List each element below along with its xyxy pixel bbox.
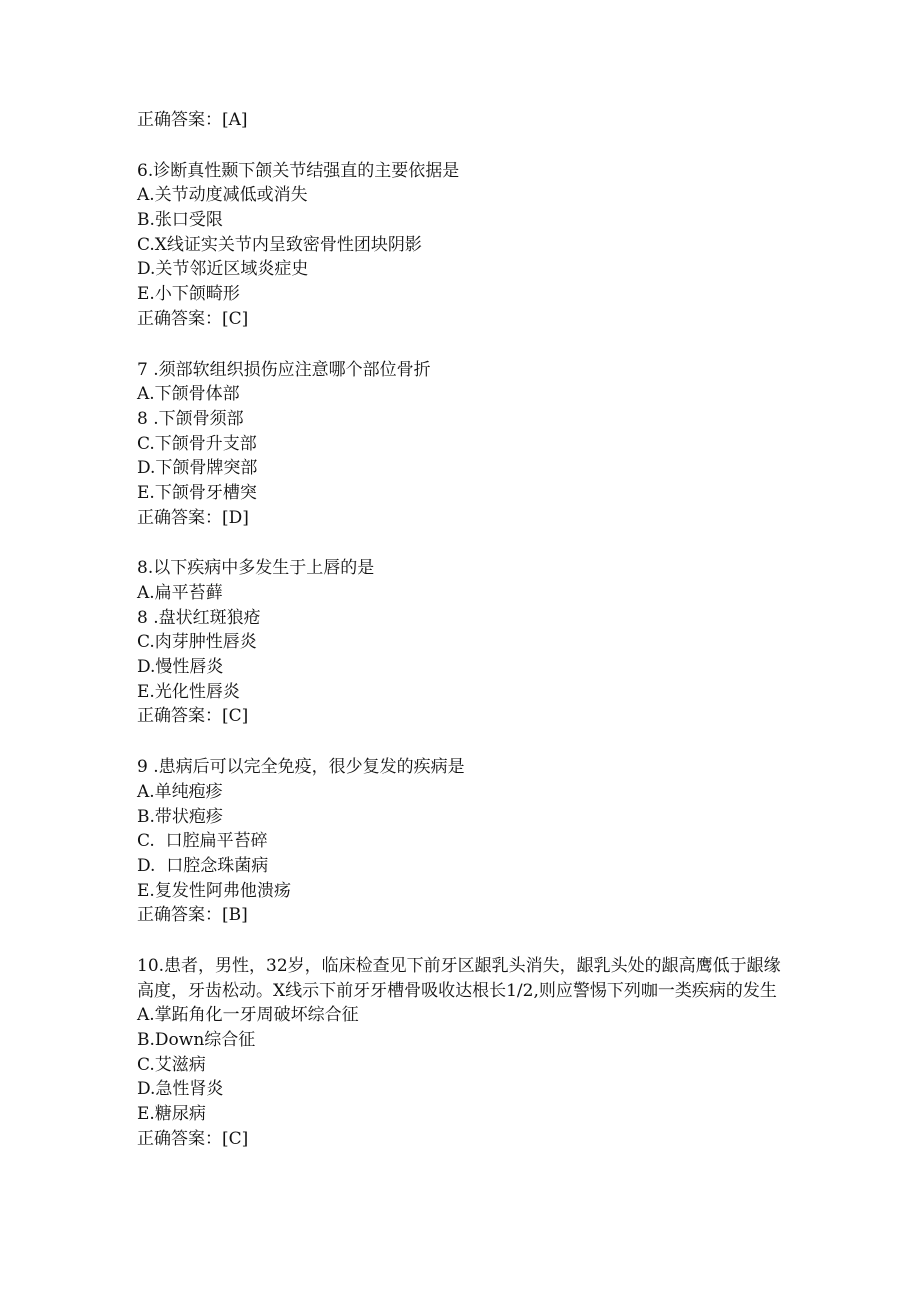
option-a: A.下颌骨体部 <box>137 384 240 405</box>
option-e: E.光化性唇炎 <box>137 681 240 702</box>
option-d: D.关节邻近区域炎症史 <box>137 259 309 280</box>
option-e: E.糖尿病 <box>137 1104 206 1125</box>
question-block <box>137 358 797 531</box>
question-block <box>137 954 797 1152</box>
question-stem: 10.患者，男性，32岁，临床检查见下前牙区龈乳头消失，龈乳头处的龈高鹰低于龈缘高度，牙齿松动。X线示下前牙牙槽骨吸收达根长1/2,则应警惕下列咖一类疾病的发生 <box>137 955 781 1001</box>
option-d: D. 口腔念珠菌病 <box>137 855 269 876</box>
answer-line: 正确答案：[D] <box>137 507 249 528</box>
option-c: C.下颌骨升支部 <box>137 433 257 454</box>
option-d: D.下颌骨牌突部 <box>137 458 258 479</box>
answer-line: 正确答案：[C] <box>137 1128 249 1149</box>
answer-line: 正确答案：[C] <box>137 706 249 727</box>
question-block <box>137 755 797 928</box>
option-b: B.Down综合征 <box>137 1030 256 1051</box>
option-e: E.小下颌畸形 <box>137 284 240 305</box>
question-stem: 7 .须部软组织损伤应注意哪个部位骨折 <box>137 359 431 380</box>
option-c: C. 口腔扁平苔碎 <box>137 831 268 852</box>
option-a: A.掌跖角化一牙周破坏综合征 <box>137 1005 359 1026</box>
answer-line: 正确答案：[A] <box>137 110 248 130</box>
exam-page <box>137 108 797 1151</box>
question-stem: 8.以下疾病中多发生于上唇的是 <box>137 558 375 579</box>
option-c: C.艾滋病 <box>137 1054 206 1075</box>
option-b: 8 .盘状红斑狼疮 <box>137 607 261 628</box>
option-e: E.复发性阿弗他溃疡 <box>137 880 291 901</box>
option-a: A.单纯疱疹 <box>137 781 223 802</box>
question-stem: 6.诊断真性颞下颌关节结强直的主要依据是 <box>137 160 460 181</box>
question-block <box>137 556 797 729</box>
answer-line: 正确答案：[C] <box>137 308 249 329</box>
option-b: B.张口受限 <box>137 210 223 231</box>
option-a: A.关节动度减低或消失 <box>137 185 308 206</box>
option-c: C.肉芽肿性唇炎 <box>137 632 257 653</box>
option-b: 8 .下颌骨须部 <box>137 408 244 429</box>
option-d: D.急性肾炎 <box>137 1079 224 1100</box>
question-stem: 9 .患病后可以完全免疫，很少复发的疾病是 <box>137 757 465 778</box>
option-b: B.带状疱疹 <box>137 806 223 827</box>
option-c: C.X线证实关节内呈致密骨性团块阴影 <box>137 234 422 255</box>
answer-line: 正确答案：[B] <box>137 905 248 926</box>
option-d: D.慢性唇炎 <box>137 657 224 678</box>
question-block <box>137 159 797 332</box>
option-a: A.扁平苔藓 <box>137 583 223 603</box>
option-e: E.下颌骨牙槽突 <box>137 482 257 503</box>
